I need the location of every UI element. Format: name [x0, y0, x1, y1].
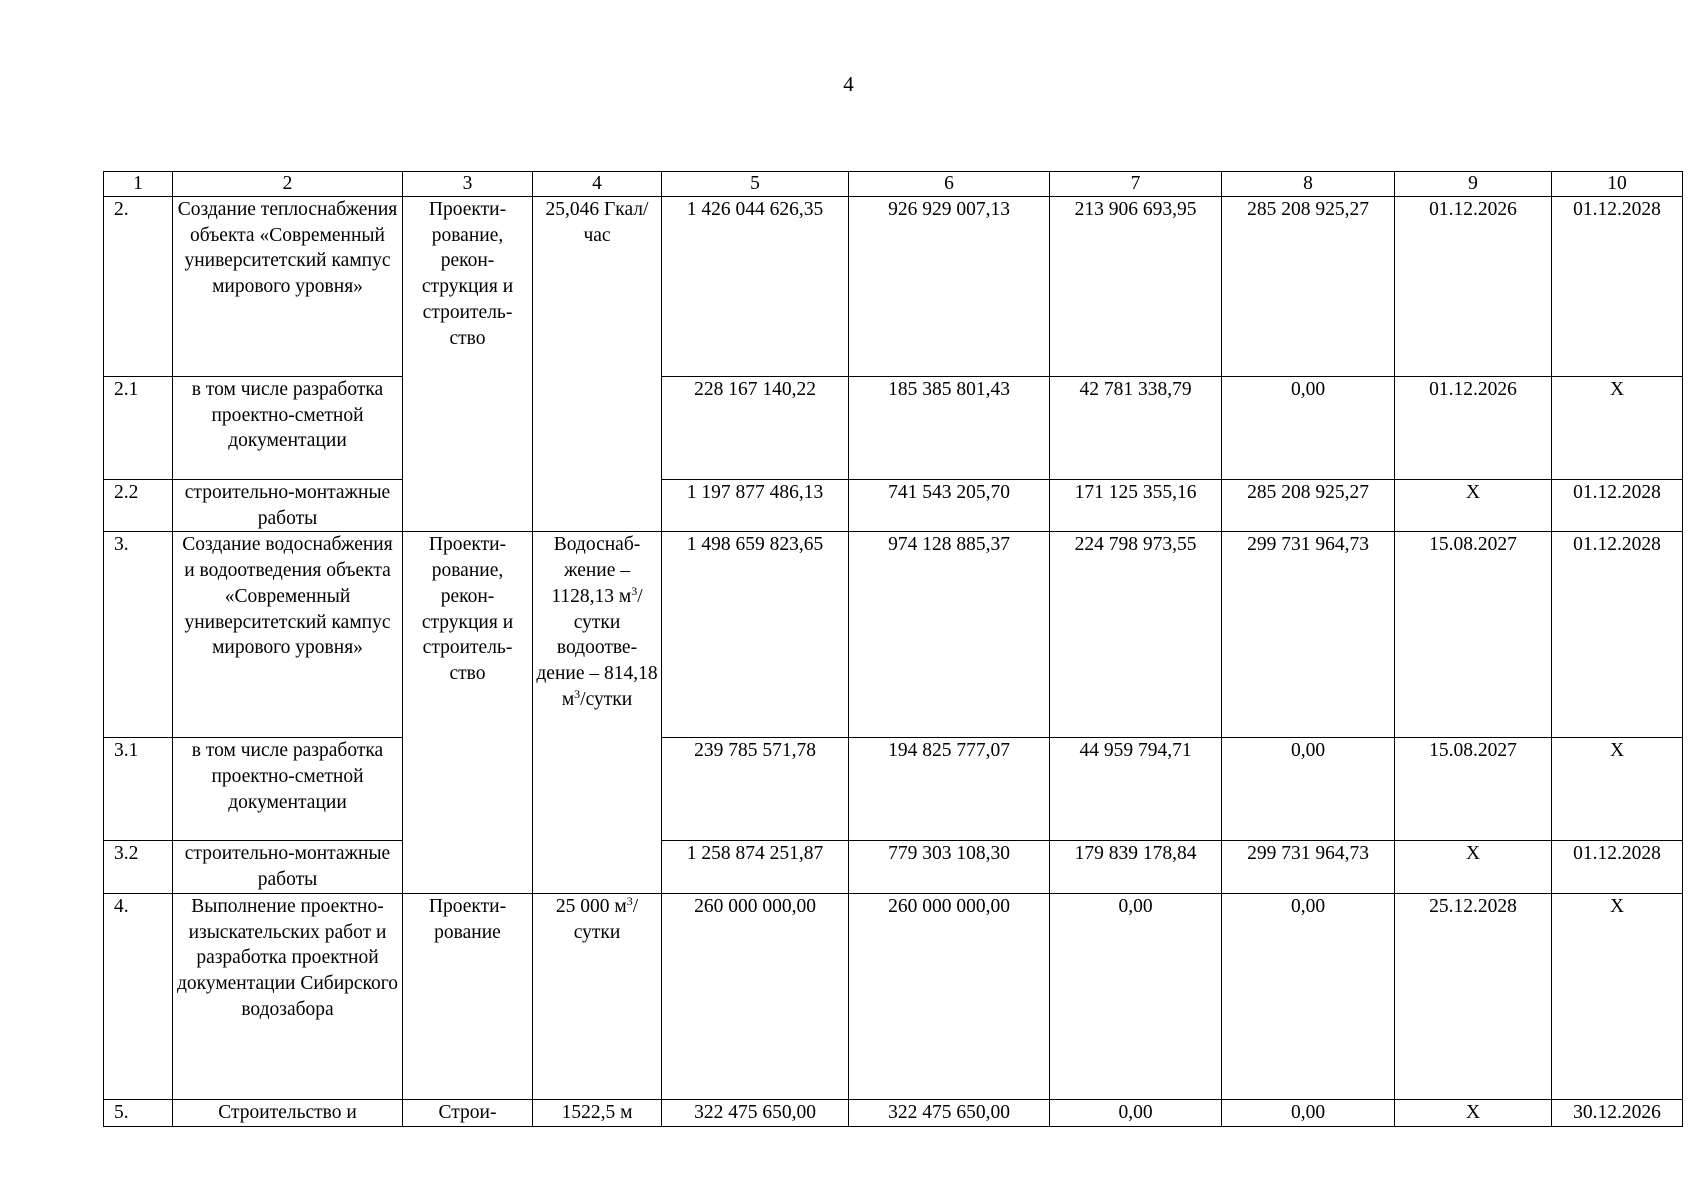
column-number: 3 [403, 172, 533, 197]
amount-total: 1 258 874 251,87 [662, 841, 849, 893]
amount-col6: 194 825 777,07 [849, 738, 1050, 841]
date-start: 15.08.2027 [1395, 738, 1552, 841]
amount-col8: 299 731 964,73 [1222, 841, 1395, 893]
column-number: 1 [104, 172, 173, 197]
work-type: Проекти-рование, рекон-струкция и строитель-ство [403, 532, 533, 893]
superscript: 3 [631, 583, 638, 598]
date-end: 01.12.2028 [1552, 841, 1683, 893]
date-end: 30.12.2026 [1552, 1099, 1683, 1126]
amount-col6: 974 128 885,37 [849, 532, 1050, 738]
date-end: 01.12.2028 [1552, 197, 1683, 377]
row-number: 5. [104, 1099, 173, 1126]
capacity-value: 25 000 м [555, 895, 627, 917]
amount-total: 322 475 650,00 [662, 1099, 849, 1126]
object-name: Выполнение проектно-изыскательских работ и разработка проектной документации Сибирского водозабора [173, 893, 403, 1099]
capacity-water-disposal: водоотве-дение – 814,18 м [536, 637, 658, 710]
object-name: строительно-монтажные работы [173, 841, 403, 893]
work-type: Проекти-рование, рекон-струкция и строитель-ство [403, 197, 533, 532]
superscript: 3 [626, 893, 633, 908]
object-name: Создание теплоснабжения объекта «Современный университетский кампус мирового уровня» [173, 197, 403, 377]
row-number: 4. [104, 893, 173, 1099]
superscript: 3 [574, 686, 581, 701]
page-number: 4 [843, 72, 854, 96]
amount-col7: 179 839 178,84 [1050, 841, 1222, 893]
amount-col7: 224 798 973,55 [1050, 532, 1222, 738]
row-number: 3. [104, 532, 173, 738]
amount-col8: 0,00 [1222, 738, 1395, 841]
amount-total: 1 426 044 626,35 [662, 197, 849, 377]
column-number: 8 [1222, 172, 1395, 197]
investment-table [103, 171, 1683, 1127]
amount-col8: 285 208 925,27 [1222, 197, 1395, 377]
row-number: 3.2 [104, 841, 173, 893]
date-start: Х [1395, 1099, 1552, 1126]
table-row [104, 893, 1683, 1099]
object-name: в том числе разработка проектно-сметной документации [173, 377, 403, 480]
amount-col6: 185 385 801,43 [849, 377, 1050, 480]
column-number: 6 [849, 172, 1050, 197]
amount-total: 1 498 659 823,65 [662, 532, 849, 738]
object-name: в том числе разработка проектно-сметной документации [173, 738, 403, 841]
amount-col7: 0,00 [1050, 893, 1222, 1099]
column-number: 5 [662, 172, 849, 197]
object-name: Строительство и [173, 1099, 403, 1126]
row-number: 2.2 [104, 480, 173, 532]
amount-col7: 213 906 693,95 [1050, 197, 1222, 377]
work-type: Строи- [403, 1099, 533, 1126]
amount-col8: 0,00 [1222, 377, 1395, 480]
capacity-unit: /сутки [573, 895, 639, 943]
table-row [104, 1099, 1683, 1126]
date-end: Х [1552, 893, 1683, 1099]
object-name: Создание водоснабжения и водоотведения объекта «Современный университетский кампус мирового уровня» [173, 532, 403, 738]
row-number: 2. [104, 197, 173, 377]
column-number: 2 [173, 172, 403, 197]
table-row [104, 841, 1683, 893]
capacity-water-supply: Водоснаб-жение – 1128,13 м [551, 534, 641, 607]
date-start: Х [1395, 841, 1552, 893]
date-start: 01.12.2026 [1395, 197, 1552, 377]
date-end: 01.12.2028 [1552, 532, 1683, 738]
amount-col6: 926 929 007,13 [849, 197, 1050, 377]
amount-total: 260 000 000,00 [662, 893, 849, 1099]
column-number: 9 [1395, 172, 1552, 197]
amount-col8: 0,00 [1222, 1099, 1395, 1126]
capacity-unit: /сутки [580, 688, 633, 710]
amount-total: 239 785 571,78 [662, 738, 849, 841]
amount-total: 228 167 140,22 [662, 377, 849, 480]
capacity-unit: /сутки [573, 585, 643, 633]
amount-col8: 0,00 [1222, 893, 1395, 1099]
object-name: строительно-монтажные работы [173, 480, 403, 532]
capacity [533, 532, 662, 893]
work-type: Проекти-рование [403, 893, 533, 1099]
date-end: Х [1552, 377, 1683, 480]
column-number-row [104, 172, 1683, 197]
column-number: 4 [533, 172, 662, 197]
capacity: 1522,5 м [533, 1099, 662, 1126]
amount-col7: 0,00 [1050, 1099, 1222, 1126]
capacity [533, 893, 662, 1099]
table-row [104, 532, 1683, 738]
amount-col7: 44 959 794,71 [1050, 738, 1222, 841]
amount-col6: 260 000 000,00 [849, 893, 1050, 1099]
amount-col7: 171 125 355,16 [1050, 480, 1222, 532]
amount-col7: 42 781 338,79 [1050, 377, 1222, 480]
amount-col8: 299 731 964,73 [1222, 532, 1395, 738]
amount-total: 1 197 877 486,13 [662, 480, 849, 532]
amount-col8: 285 208 925,27 [1222, 480, 1395, 532]
capacity: 25,046 Гкал/час [533, 197, 662, 532]
date-start: Х [1395, 480, 1552, 532]
date-start: 25.12.2028 [1395, 893, 1552, 1099]
table-row [104, 738, 1683, 841]
date-end: 01.12.2028 [1552, 480, 1683, 532]
row-number: 2.1 [104, 377, 173, 480]
column-number: 7 [1050, 172, 1222, 197]
date-end: Х [1552, 738, 1683, 841]
row-number: 3.1 [104, 738, 173, 841]
table-row [104, 377, 1683, 480]
table-row [104, 480, 1683, 532]
date-start: 01.12.2026 [1395, 377, 1552, 480]
amount-col6: 779 303 108,30 [849, 841, 1050, 893]
date-start: 15.08.2027 [1395, 532, 1552, 738]
table-row [104, 197, 1683, 377]
amount-col6: 322 475 650,00 [849, 1099, 1050, 1126]
column-number: 10 [1552, 172, 1683, 197]
amount-col6: 741 543 205,70 [849, 480, 1050, 532]
